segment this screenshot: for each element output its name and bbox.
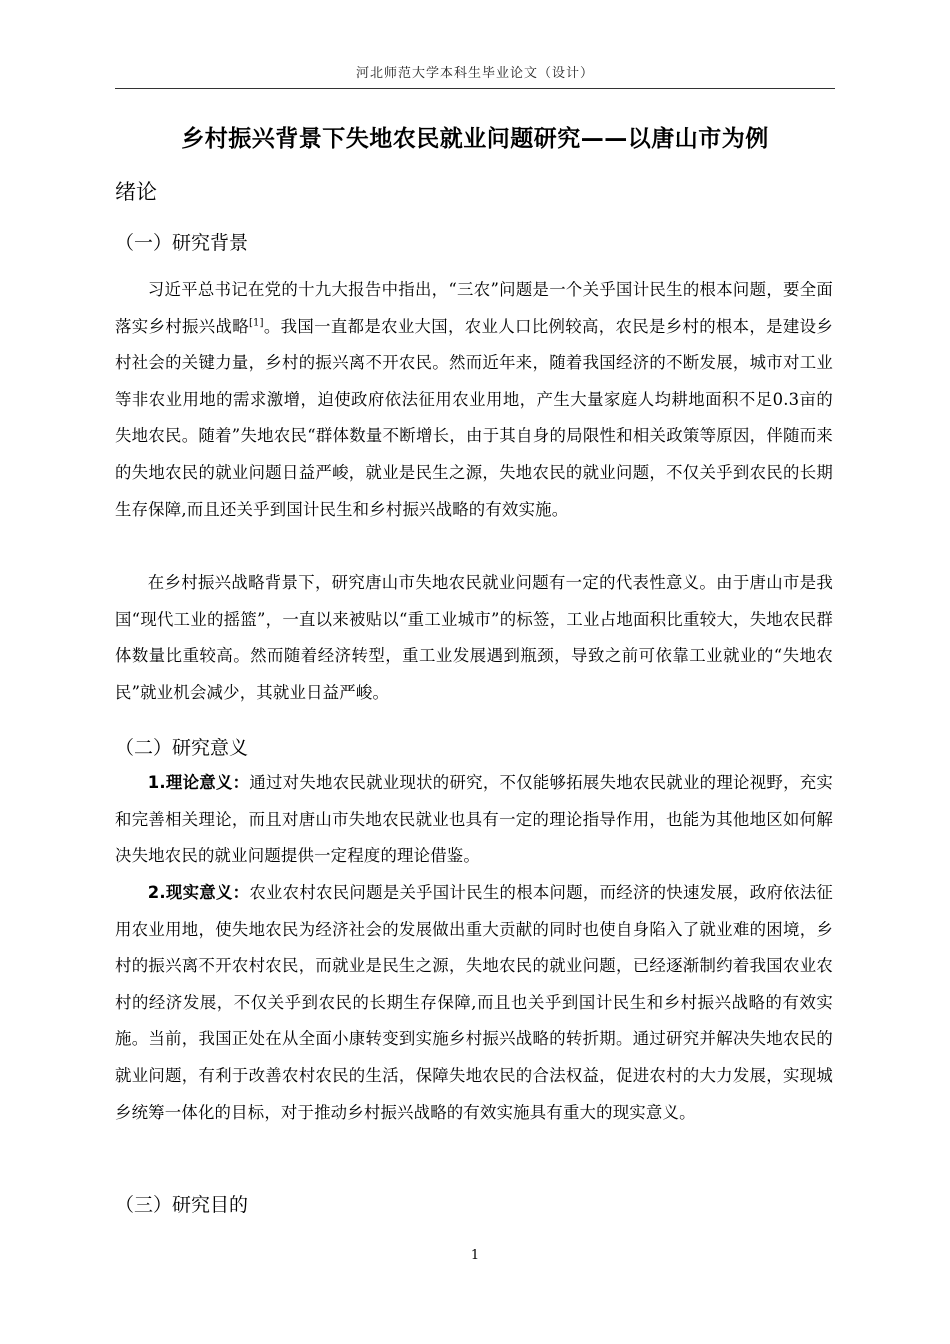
background-p1-text-b: 。我国一直都是农业大国，农业人口比例较高，农民是乡村的根本，是建设乡村社会的关键力量，乡村的振兴离不开农民。然而近年来，随着我国经济的不断发展，城市对工业等非农业用地的需求激增，迫使政府依法征用农业用地，产生大量家庭人均耕地面积不足0.3亩的失地农民。随着”失地农民“群体数量不断增长，由于其自身的局限性和相关政策等原因，伴随而来的失地农民的就业问题日益严峻，就业是民生之源，失地农民的就业问题，不仅关乎到农民的长期生存保障,而且还关乎到国计民生和乡村振兴战略的有效实施。 bbox=[115, 316, 833, 519]
practice-text: 农业农村农民问题是关乎国计民生的根本问题，而经济的快速发展，政府依法征用农业用地，使失地农民为经济社会的发展做出重大贡献的同时也使自身陷入了就业难的困境，乡村的振兴离不开农村农民，而就业是民生之源，失地农民的就业问题，已经逐渐制约着我国农业农村的经济发展，不仅关乎到农民的长期生存保障,而且也关乎到国计民生和乡村振兴战略的有效实施。当前，我国正处在从全面小康转变到实施乡村振兴战略的转折期。通过研究并解决失地农民的就业问题，有利于改善农村农民的生活，保障失地农民的合法权益，促进农村的大力发展，实现城乡统筹一体化的目标，对于推动乡村振兴战略的有效实施具有重大的现实意义。 bbox=[115, 883, 834, 1122]
background-paragraph-1 bbox=[115, 272, 833, 528]
theory-text: 通过对失地农民就业现状的研究，不仅能够拓展失地农民就业的理论视野，充实和完善相关理论，而且对唐山市失地农民就业也具有一定的理论指导作用，也能为其他地区如何解决失地农民的就业问题提供一定程度的理论借鉴。 bbox=[115, 773, 834, 866]
practice-significance-paragraph bbox=[115, 875, 833, 1131]
page-number: 1 bbox=[470, 1248, 480, 1263]
citation-ref: [1] bbox=[248, 317, 264, 329]
subsection-heading-purpose: （三）研究目的 bbox=[115, 1194, 249, 1216]
section-heading-intro: 绪论 bbox=[115, 180, 157, 204]
theory-significance-paragraph bbox=[115, 765, 833, 875]
subsection-heading-significance: （二）研究意义 bbox=[115, 737, 249, 759]
background-paragraph-2: 在乡村振兴战略背景下，研究唐山市失地农民就业问题有一定的代表性意义。由于唐山市是我国“现代工业的摇篮”，一直以来被贴以“重工业城市”的标签，工业占地面积比重较大，失地农民群体数量比重较高。然而随着经济转型，重工业发展遇到瓶颈，导致之前可依靠工业就业的“失地农民”就业机会减少，其就业日益严峻。 bbox=[115, 573, 833, 702]
paper-title: 乡村振兴背景下失地农民就业问题研究——以唐山市为例 bbox=[181, 126, 769, 152]
practice-lead: 2.现实意义： bbox=[147, 883, 250, 902]
header-rule bbox=[115, 88, 835, 89]
running-header: 河北师范大学本科生毕业论文（设计） bbox=[355, 66, 594, 81]
subsection-heading-background: （一）研究背景 bbox=[115, 232, 249, 254]
background-p1-text-a: 习近平总书记在党的十九大报告中指出，“三农”问题是一个关乎国计民生的根本问题，要全面落实乡村振兴战略 bbox=[115, 280, 833, 336]
theory-lead: 1.理论意义： bbox=[147, 773, 250, 792]
